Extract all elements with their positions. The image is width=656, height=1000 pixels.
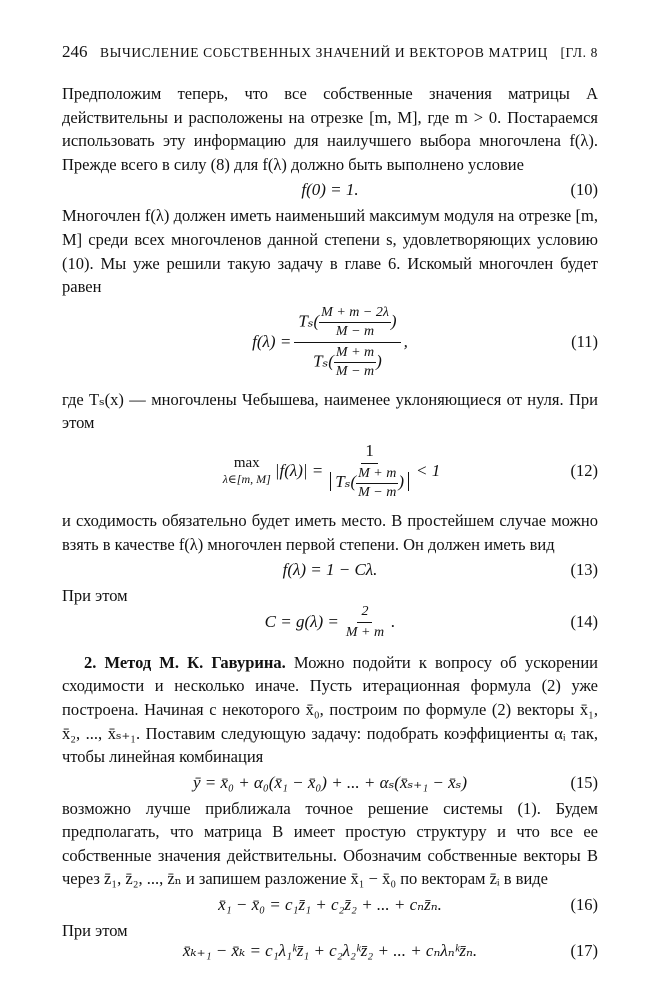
equation-13-number: (13) <box>570 560 598 580</box>
equation-11-lhs: f(λ) = <box>252 332 292 352</box>
equation-11-numerator: Tₛ( $\frac{M + m - 2\lambda}{M - m}$ ) <box>294 305 400 343</box>
equation-17-number: (17) <box>570 940 598 960</box>
equation-11-bot-inner-n: M + m <box>334 345 376 363</box>
equation-11-number: (11) <box>571 332 598 352</box>
equation-12-T: Tₛ <box>335 472 351 492</box>
equation-11-top-inner <box>319 305 391 340</box>
equation-10-expr: f(0) = 1. <box>301 180 359 200</box>
equation-11-bot-T: Tₛ <box>313 351 329 371</box>
equation-11 <box>62 305 598 380</box>
equation-12-inner <box>356 466 398 501</box>
equation-10 <box>62 180 598 200</box>
equation-12-tail: < 1 <box>416 460 441 480</box>
section-heading: 2. Метод М. К. Гавурина. <box>84 652 286 672</box>
equation-17-expr: x̄ₖ₊₁ − x̄ₖ = c₁λ₁ᵏz̄₁ + c₂λ₂ᵏz̄₂ + ... + cₙλₙᵏz̄ₙ. <box>182 940 478 960</box>
equation-10-number: (10) <box>570 180 598 200</box>
page-header <box>62 42 598 62</box>
equation-11-bot-inner-d: M − m <box>335 363 375 379</box>
equation-12-abs: |f(λ)| = <box>274 460 324 480</box>
equation-11-top-inner-n: M + m − 2λ <box>319 305 391 323</box>
running-title: ВЫЧИСЛЕНИЕ СОБСТВЕННЫХ ЗНАЧЕНИЙ И ВЕКТОРОВ МАТРИЦ <box>100 45 548 60</box>
page-number: 246 <box>62 42 88 61</box>
paragraph-6 <box>62 651 598 769</box>
chapter-label: [ГЛ. 8 <box>560 45 598 60</box>
equation-11-top-inner-d: M − m <box>335 323 375 339</box>
paragraph-1: Предположим теперь, что все собственные значения матрицы A действительны и расположены на отрезке [m, M], где m > 0. Постараемся использовать эту информацию для наилучшего выбора многочлена f(λ). Прежде всего в силу (8) для f(λ) должно быть выполнено условие <box>62 84 598 174</box>
equation-12-max <box>223 455 271 487</box>
equation-11-denominator: Tₛ( $\frac{M + m}{M - m}$ ) <box>313 344 382 379</box>
equation-15-expr: ȳ = x̄₀ + α₀(x̄₁ − x̄₀) + ... + αₛ(x̄ₛ₊₁ − x̄ₛ) <box>192 772 468 792</box>
equation-12-max-sub: λ∈[m, M] <box>222 471 271 486</box>
equation-15-number: (15) <box>570 772 598 792</box>
equation-11-top-T: Tₛ <box>298 311 314 331</box>
equation-14 <box>62 604 598 641</box>
equation-12 <box>62 441 598 501</box>
paragraph-8: При этом <box>62 921 128 941</box>
paragraph-6-body: Можно подойти к вопросу об ускорении сходимости и несколько иначе. Пусть итерационная формула (2) уже построена. Начиная с некоторого x̄₀, построим по формуле (2) векторы x̄₁, x̄₂, ..., x̄ₛ₊₁. Поставим следующую задачу: подобрать коэффициенты αᵢ так, чтобы линейная комбинация <box>62 652 599 767</box>
paragraph-3: где Tₛ(x) — многочлены Чебышева, наименее уклоняющиеся от нуля. При этом <box>62 389 598 433</box>
equation-12-abs-T: Tₛ( $\frac{M + m}{M - m}$ ) <box>330 472 409 491</box>
equation-14-tail: . <box>391 612 396 632</box>
equation-13-expr: f(λ) = 1 − Cλ. <box>282 560 378 580</box>
equation-11-bot-inner <box>334 345 376 380</box>
equation-16-expr: x̄₁ − x̄₀ = c₁z̄₁ + c₂z̄₂ + ... + cₙz̄ₙ. <box>218 895 442 915</box>
equation-12-fraction <box>326 441 413 501</box>
equation-12-inner-d: M − m <box>358 484 397 500</box>
equation-14-lhs: C = g(λ) = <box>264 612 339 632</box>
equation-12-max-word: max <box>233 454 260 471</box>
equation-12-number: (12) <box>570 460 598 480</box>
equation-12-denominator <box>326 464 413 501</box>
equation-17 <box>62 941 598 961</box>
paragraph-5: При этом <box>62 586 128 606</box>
equation-14-numerator: 2 <box>357 604 372 623</box>
equation-12-inner-n: M + m <box>356 466 398 484</box>
paragraph-2: Многочлен f(λ) должен иметь наименьший максимум модуля на отрезке [m, M] среди всех многочленов данной степени s, удовлетворяющих условию (10). Мы уже решили такую задачу в главе 6. Искомый многочлен будет равен <box>62 206 598 297</box>
equation-16-number: (16) <box>570 895 598 915</box>
equation-15 <box>62 773 598 793</box>
equation-13 <box>62 560 598 580</box>
equation-11-fraction <box>294 305 400 380</box>
equation-11-tail: , <box>403 332 408 352</box>
equation-16 <box>62 895 598 915</box>
equation-14-fraction <box>342 604 388 641</box>
equation-14-denominator: M + m <box>345 624 385 640</box>
paragraph-4: и сходимость обязательно будет иметь место. В простейшем случае можно взять в качестве f(λ) многочлен первой степени. Он должен иметь вид <box>62 510 598 554</box>
paragraph-7: возможно лучше приближала точное решение системы (1). Будем предполагать, что матрица B имеет простую структуру и что все ее собственные значения действительны. Обозначим собственные векторы B через z̄₁, z̄₂, ..., z̄ₙ и запишем разложение x̄₁ − x̄₀ по векторам z̄ᵢ в виде <box>62 798 598 889</box>
equation-12-numerator: 1 <box>361 441 378 464</box>
equation-14-number: (14) <box>570 612 598 632</box>
